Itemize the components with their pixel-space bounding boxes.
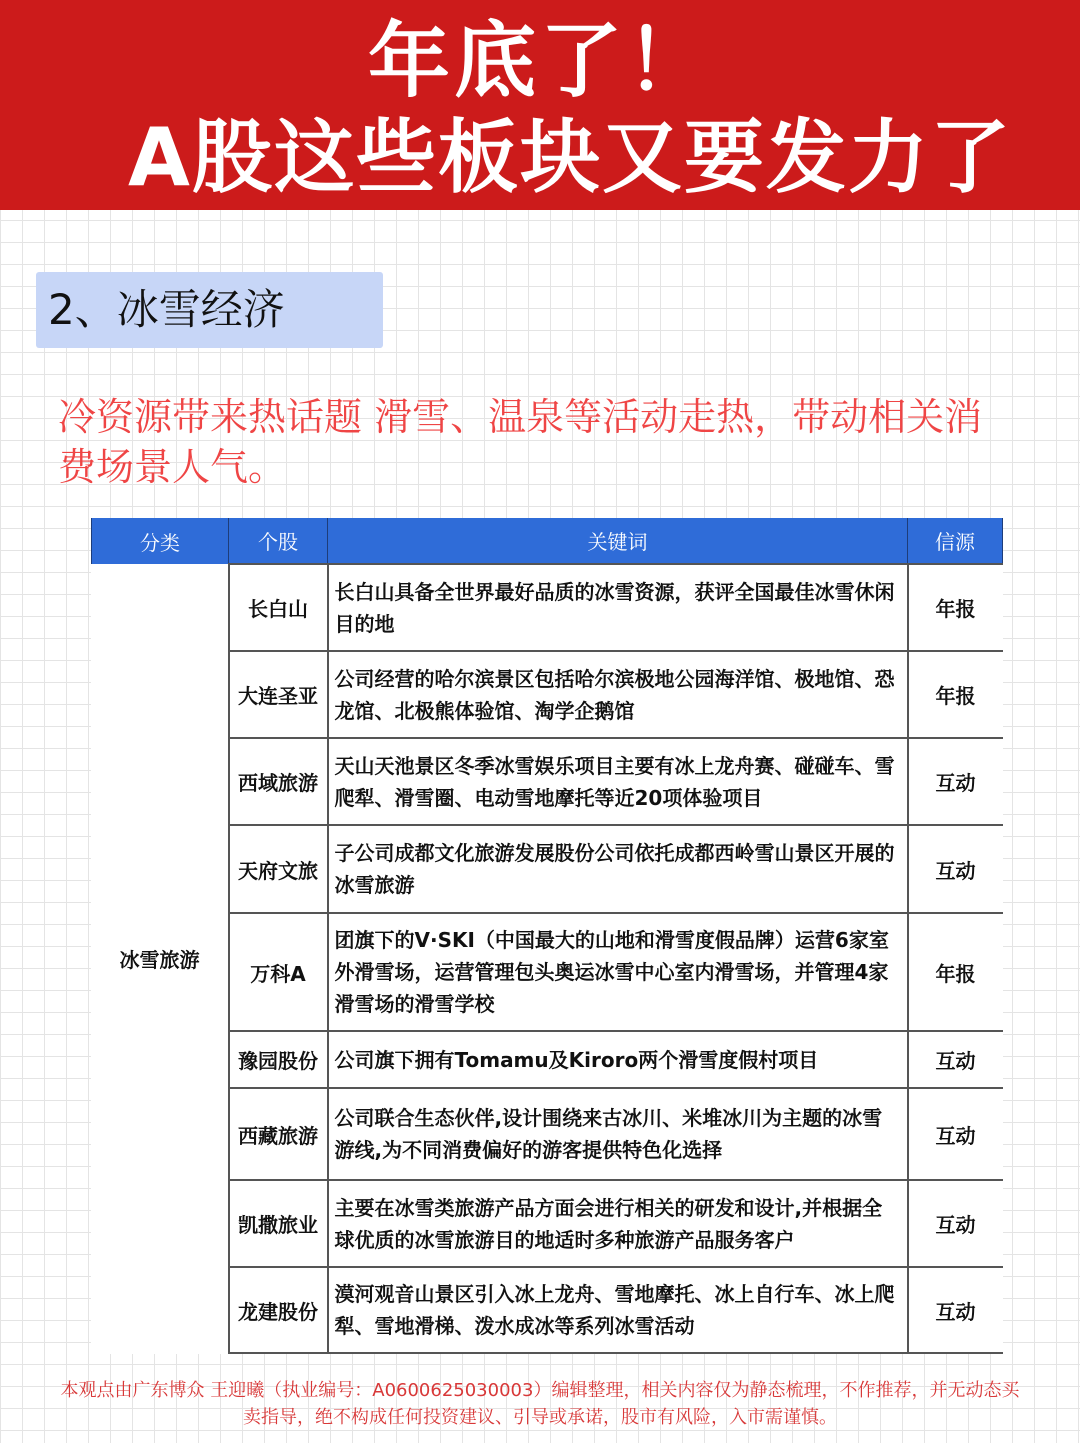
table-header-row bbox=[92, 518, 1003, 564]
stock-name: 大连圣亚 bbox=[229, 651, 328, 738]
headline-line-1: 年底了！ bbox=[367, 14, 712, 109]
stock-name: 长白山 bbox=[229, 564, 328, 651]
header-category: 分类 bbox=[92, 518, 229, 564]
stock-name: 万科A bbox=[229, 913, 328, 1031]
stock-table bbox=[91, 518, 1003, 1354]
intro-text: 冷资源带来热话题 滑雪、温泉等活动走热，带动相关消费场景人气。 bbox=[58, 395, 983, 489]
keyword-text: 公司联合生态伙伴,设计围绕来古冰川、米堆冰川为主题的冰雪游线,为不同消费偏好的游客提供特色化选择 bbox=[328, 1088, 908, 1180]
table-row bbox=[92, 1031, 1003, 1088]
stock-name: 西域旅游 bbox=[229, 738, 328, 825]
section-title: 2、冰雪经济 bbox=[36, 272, 383, 348]
source-label: 互动 bbox=[908, 825, 1003, 913]
stock-name: 龙建股份 bbox=[229, 1267, 328, 1353]
header-keyword: 关键词 bbox=[328, 518, 908, 564]
keyword-text: 主要在冰雪类旅游产品方面会进行相关的研发和设计,并根据全球优质的冰雪旅游目的地适时多种旅游产品服务客户 bbox=[328, 1180, 908, 1267]
table-row bbox=[92, 825, 1003, 913]
keyword-text: 公司旗下拥有Tomamu及Kiroro两个滑雪度假村项目 bbox=[328, 1031, 908, 1088]
source-label: 年报 bbox=[908, 913, 1003, 1031]
table-row bbox=[92, 913, 1003, 1031]
keyword-text: 团旗下的V·SKI（中国最大的山地和滑雪度假品牌）运营6家室外滑雪场，运营管理包头奥运冰雪中心室内滑雪场，并管理4家滑雪场的滑雪学校 bbox=[328, 913, 908, 1031]
source-label: 互动 bbox=[908, 1267, 1003, 1353]
source-label: 互动 bbox=[908, 1180, 1003, 1267]
disclaimer-text: 本观点由广东博众 王迎曦（执业编号：A0600625030003）编辑整理，相关内容仅为静态梳理，不作推荐，并无动态买卖指导，绝不构成任何投资建议、引导或承诺，股市有风险，入市需谨慎。 bbox=[60, 1380, 1020, 1428]
stock-name: 豫园股份 bbox=[229, 1031, 328, 1088]
title-banner bbox=[0, 0, 1080, 210]
stock-name: 西藏旅游 bbox=[229, 1088, 328, 1180]
stock-name: 凯撒旅业 bbox=[229, 1180, 328, 1267]
table-row bbox=[92, 1180, 1003, 1267]
table-row bbox=[92, 564, 1003, 651]
table-row bbox=[92, 1267, 1003, 1353]
source-label: 互动 bbox=[908, 1031, 1003, 1088]
header-source: 信源 bbox=[908, 518, 1003, 564]
table-row bbox=[92, 738, 1003, 825]
keyword-text: 漠河观音山景区引入冰上龙舟、雪地摩托、冰上自行车、冰上爬犁、雪地滑梯、泼水成冰等系列冰雪活动 bbox=[328, 1267, 908, 1353]
keyword-text: 子公司成都文化旅游发展股份公司依托成都西岭雪山景区开展的冰雪旅游 bbox=[328, 825, 908, 913]
source-label: 互动 bbox=[908, 1088, 1003, 1180]
category-cell: 冰雪旅游 bbox=[92, 564, 229, 1353]
headline-line-2: A股这些板块又要发力了 bbox=[128, 111, 1012, 204]
keyword-text: 公司经营的哈尔滨景区包括哈尔滨极地公园海洋馆、极地馆、恐龙馆、北极熊体验馆、淘学企鹅馆 bbox=[328, 651, 908, 738]
table-row bbox=[92, 651, 1003, 738]
source-label: 互动 bbox=[908, 738, 1003, 825]
source-label: 年报 bbox=[908, 651, 1003, 738]
source-label: 年报 bbox=[908, 564, 1003, 651]
keyword-text: 长白山具备全世界最好品质的冰雪资源，获评全国最佳冰雪休闲目的地 bbox=[328, 564, 908, 651]
table-row bbox=[92, 1088, 1003, 1180]
keyword-text: 天山天池景区冬季冰雪娱乐项目主要有冰上龙舟赛、碰碰车、雪爬犁、滑雪圈、电动雪地摩托等近20项体验项目 bbox=[328, 738, 908, 825]
header-stock: 个股 bbox=[229, 518, 328, 564]
stock-name: 天府文旅 bbox=[229, 825, 328, 913]
